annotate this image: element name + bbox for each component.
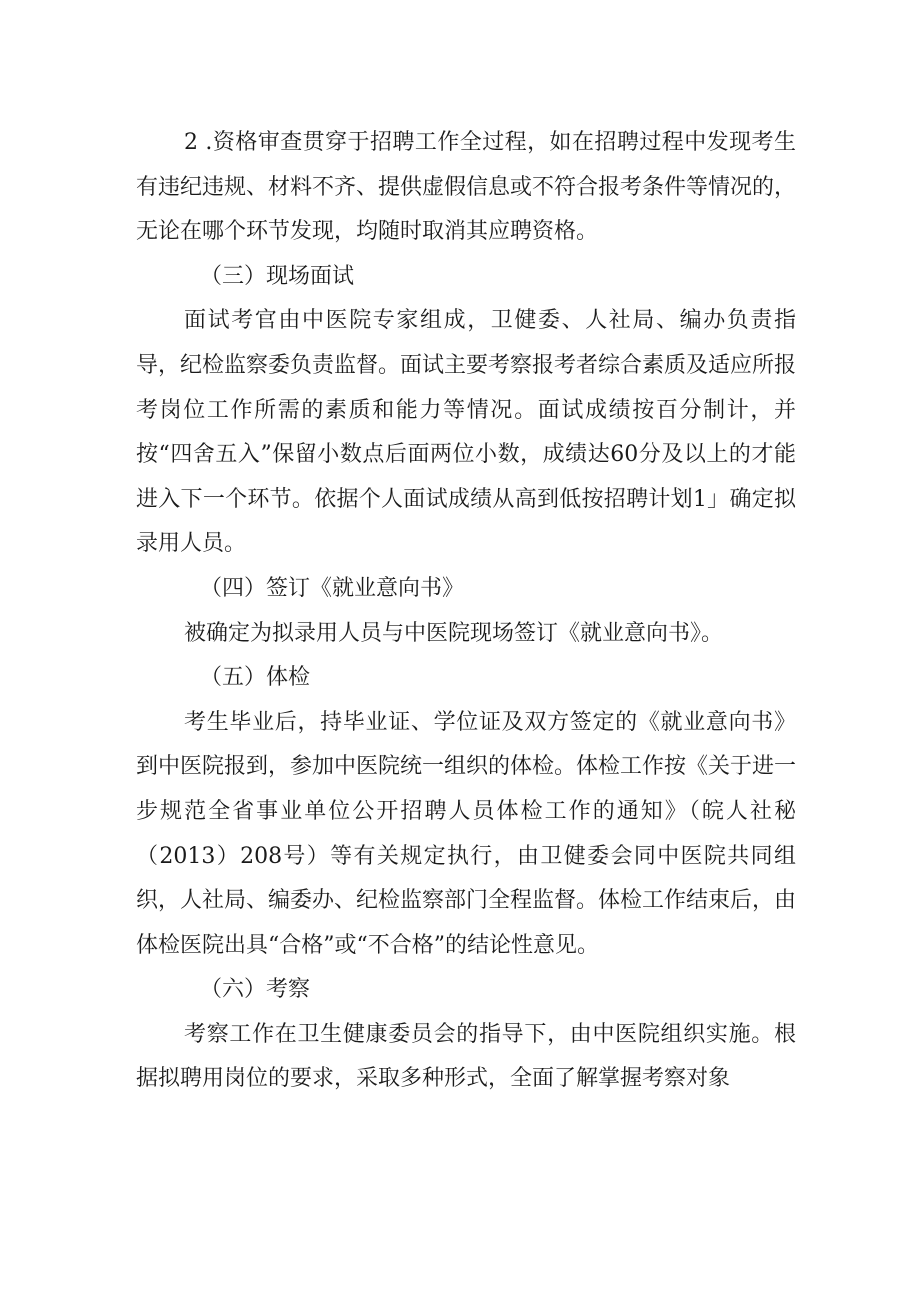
section-heading-interview: （三）现场面试 (200, 263, 355, 289)
section-heading-physical-exam: （五）体检 (200, 665, 311, 691)
paragraph-qualification-review: 2 .资格审查贯穿于招聘工作全过程，如在招聘过程中发现考生有违纪违规、材料不齐、提供虚假信息或不符合报考条件等情况的，无论在哪个环节发现，均随时取消其应聘资格。 (136, 130, 797, 245)
paragraph-inspection: 考察工作在卫生健康委员会的指导下，由中医院组织实施。根据拟聘用岗位的要求，采取多种形式，全面了解掌握考察对象 (136, 1021, 796, 1092)
paragraph-physical-exam: 考生毕业后，持毕业证、学位证及双方签定的《就业意向书》到中医院报到，参加中医院统一组织的体检。体检工作按《关于进一步规范全省事业单位公开招聘人员体检工作的通知》（皖人社秘（2013）208号）等有关规定执行，由卫健委会同中医院共同组织，人社局、编委办、纪检监察部门全程监督。体检工作结束后，由体检医院出具“合格”或“不合格”的结论性意见。 (136, 709, 797, 958)
paragraph-intent-letter: 被确定为拟录用人员与中医院现场签订《就业意向书》。 (184, 620, 724, 646)
section-heading-inspection: （六）考察 (200, 977, 311, 1003)
document-body (136, 121, 796, 1102)
section-heading-intent-letter: （四）签订《就业意向书》 (200, 575, 465, 601)
paragraph-interview: 面试考官由中医院专家组成，卫健委、人社局、编办负责指导，纪检监察委负责监督。面试主要考察报考者综合素质及适应所报考岗位工作所需的素质和能力等情况。面试成绩按百分制计，并按“四舍五入”保留小数点后面两位小数，成绩达60分及以上的才能进入下一个环节。依据个人面试成绩从高到低按招聘计划1」确定拟录用人员。 (136, 308, 797, 557)
